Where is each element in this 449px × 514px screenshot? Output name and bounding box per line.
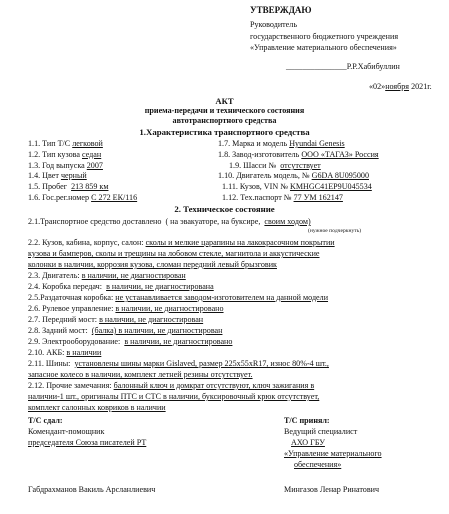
approval-signature: _______________Р.Р.Хабибуллин: [286, 62, 400, 71]
item-2-4: 2.4. Коробка передач: в наличии, не диагностирована: [28, 282, 214, 291]
field-vehicle-type: 1.1. Тип Т/С легковой: [28, 139, 103, 148]
accepted-position4: обеспечения»: [294, 460, 342, 469]
field-color: 1.4. Цвет черный: [28, 171, 87, 180]
field-make-model: 1.7. Марка и модель Hyundai Genesis: [218, 139, 345, 148]
approval-date: [369, 83, 432, 92]
handed-title: Т/С сдал:: [28, 416, 63, 425]
item-2-2-line2: кузова и бамперов, сколы и трещины на лобовом стекле, магнитола и аккустические: [28, 249, 320, 258]
item-2-8: 2.8. Задний мост: (балка) в наличии, не диагностирован: [28, 326, 223, 335]
item-2-5: 2.5.Раздаточная коробка: не устанавливается заводом-изготовителем на данной модели: [28, 293, 329, 302]
item-2-12-line3: комплект салонных ковриков в наличии: [28, 403, 166, 412]
item-2-7: 2.7. Передний мост: в наличии, не диагностирован: [28, 315, 204, 324]
item-2-3: 2.3. Двигатель: в наличии, не диагностирован: [28, 271, 186, 280]
approval-heading: УТВЕРЖДАЮ: [250, 5, 312, 15]
field-year: 1.3. Год выпуска 2007: [28, 161, 103, 170]
field-vin: 1.11. Кузов, VIN № KMHGC41EP9U045534: [222, 182, 372, 191]
act-subtitle1: приема-передачи и технического состояния: [144, 106, 305, 115]
field-tech-passport: 1.12. Тех.паспорт № 77 УМ 162147: [222, 193, 343, 202]
field-reg-number: 1.6. Гос.рег.номер С 272 ЕК/116: [28, 193, 138, 202]
field-manufacturer: 1.8. Завод-изготовитель ООО «ТАГАЗ» Россия: [218, 150, 379, 159]
item-2-1: 2.1.Транспортное средство доставлено ( на эвакуаторе, на буксире, своим ходом): [28, 217, 311, 226]
approval-line3: «Управление материального обеспечения»: [250, 43, 397, 52]
item-2-10: 2.10. АКБ: в наличии: [28, 348, 102, 357]
approval-date-month: ноября: [385, 82, 410, 91]
item-2-2-line3: колонки в наличии, коррозия кузова, сломан передний левый брызговик: [28, 260, 277, 269]
item-2-2-line1: 2.2. Кузов, кабина, корпус, салон: сколы и мелкие царапины на лакокрасочном покрытии: [28, 238, 335, 247]
accepted-title: Т/С принял:: [284, 416, 330, 425]
approval-date-year: 2021г.: [411, 82, 432, 91]
handed-position2: председателя Союза писателей РТ: [28, 438, 147, 447]
section2-title: 2. Техническое состояние: [174, 204, 275, 214]
section1-title: 1.Характеристика транспортного средства: [139, 127, 310, 137]
item-2-6: 2.6. Рулевое управление: в наличии, не диагностировано: [28, 304, 224, 313]
field-mileage: 1.5. Пробег 213 859 км: [28, 182, 109, 191]
field-body-type: 1.2. Тип кузова седан: [28, 150, 102, 159]
item-2-12-line1: 2.12. Прочие замечания: балонный ключ и домкрат отсутствуют, ключ зажигания в: [28, 381, 315, 390]
accepted-position1: Ведущий специалист: [284, 427, 358, 436]
accepted-name: Мингазов Ленар Ринатович: [284, 485, 380, 494]
field-engine: 1.10. Двигатель модель, № G6DA 8U095000: [218, 171, 369, 180]
handed-position1: Комендант-помощник: [28, 427, 105, 436]
approval-line2: государственного бюджетного учреждения: [250, 32, 399, 41]
approval-line1: Руководитель: [250, 20, 298, 29]
handed-name: Габдрахманов Вакиль Арсланлиевич: [28, 485, 156, 494]
item-2-12-line2: наличии-1 шт., оригиналы ПТС и СТС в наличии, буксировочный крюк отсутствует,: [28, 392, 320, 401]
item-2-11-line2: запасное колесо в наличии, комплект летней резины отсутствует.: [28, 370, 253, 379]
accepted-position2: АХО ГБУ: [291, 438, 325, 447]
act-subtitle2: автотранспортного средства: [172, 116, 277, 125]
accepted-position3: «Управление материального: [284, 449, 382, 458]
field-chassis: 1.9. Шасси № отсутствует: [229, 161, 321, 170]
item-2-9: 2.9. Электрооборудование: в наличии, не диагностировано: [28, 337, 233, 346]
item-2-1-hint: (нужное подчеркнуть): [308, 228, 362, 234]
item-2-11-line1: 2.11. Шины: установлены шины марки Gislaved, размер 225х55хR17, износ 80%-4 шт.,: [28, 359, 329, 368]
approval-date-day: «02»: [369, 82, 386, 91]
act-title: АКТ: [215, 96, 234, 106]
